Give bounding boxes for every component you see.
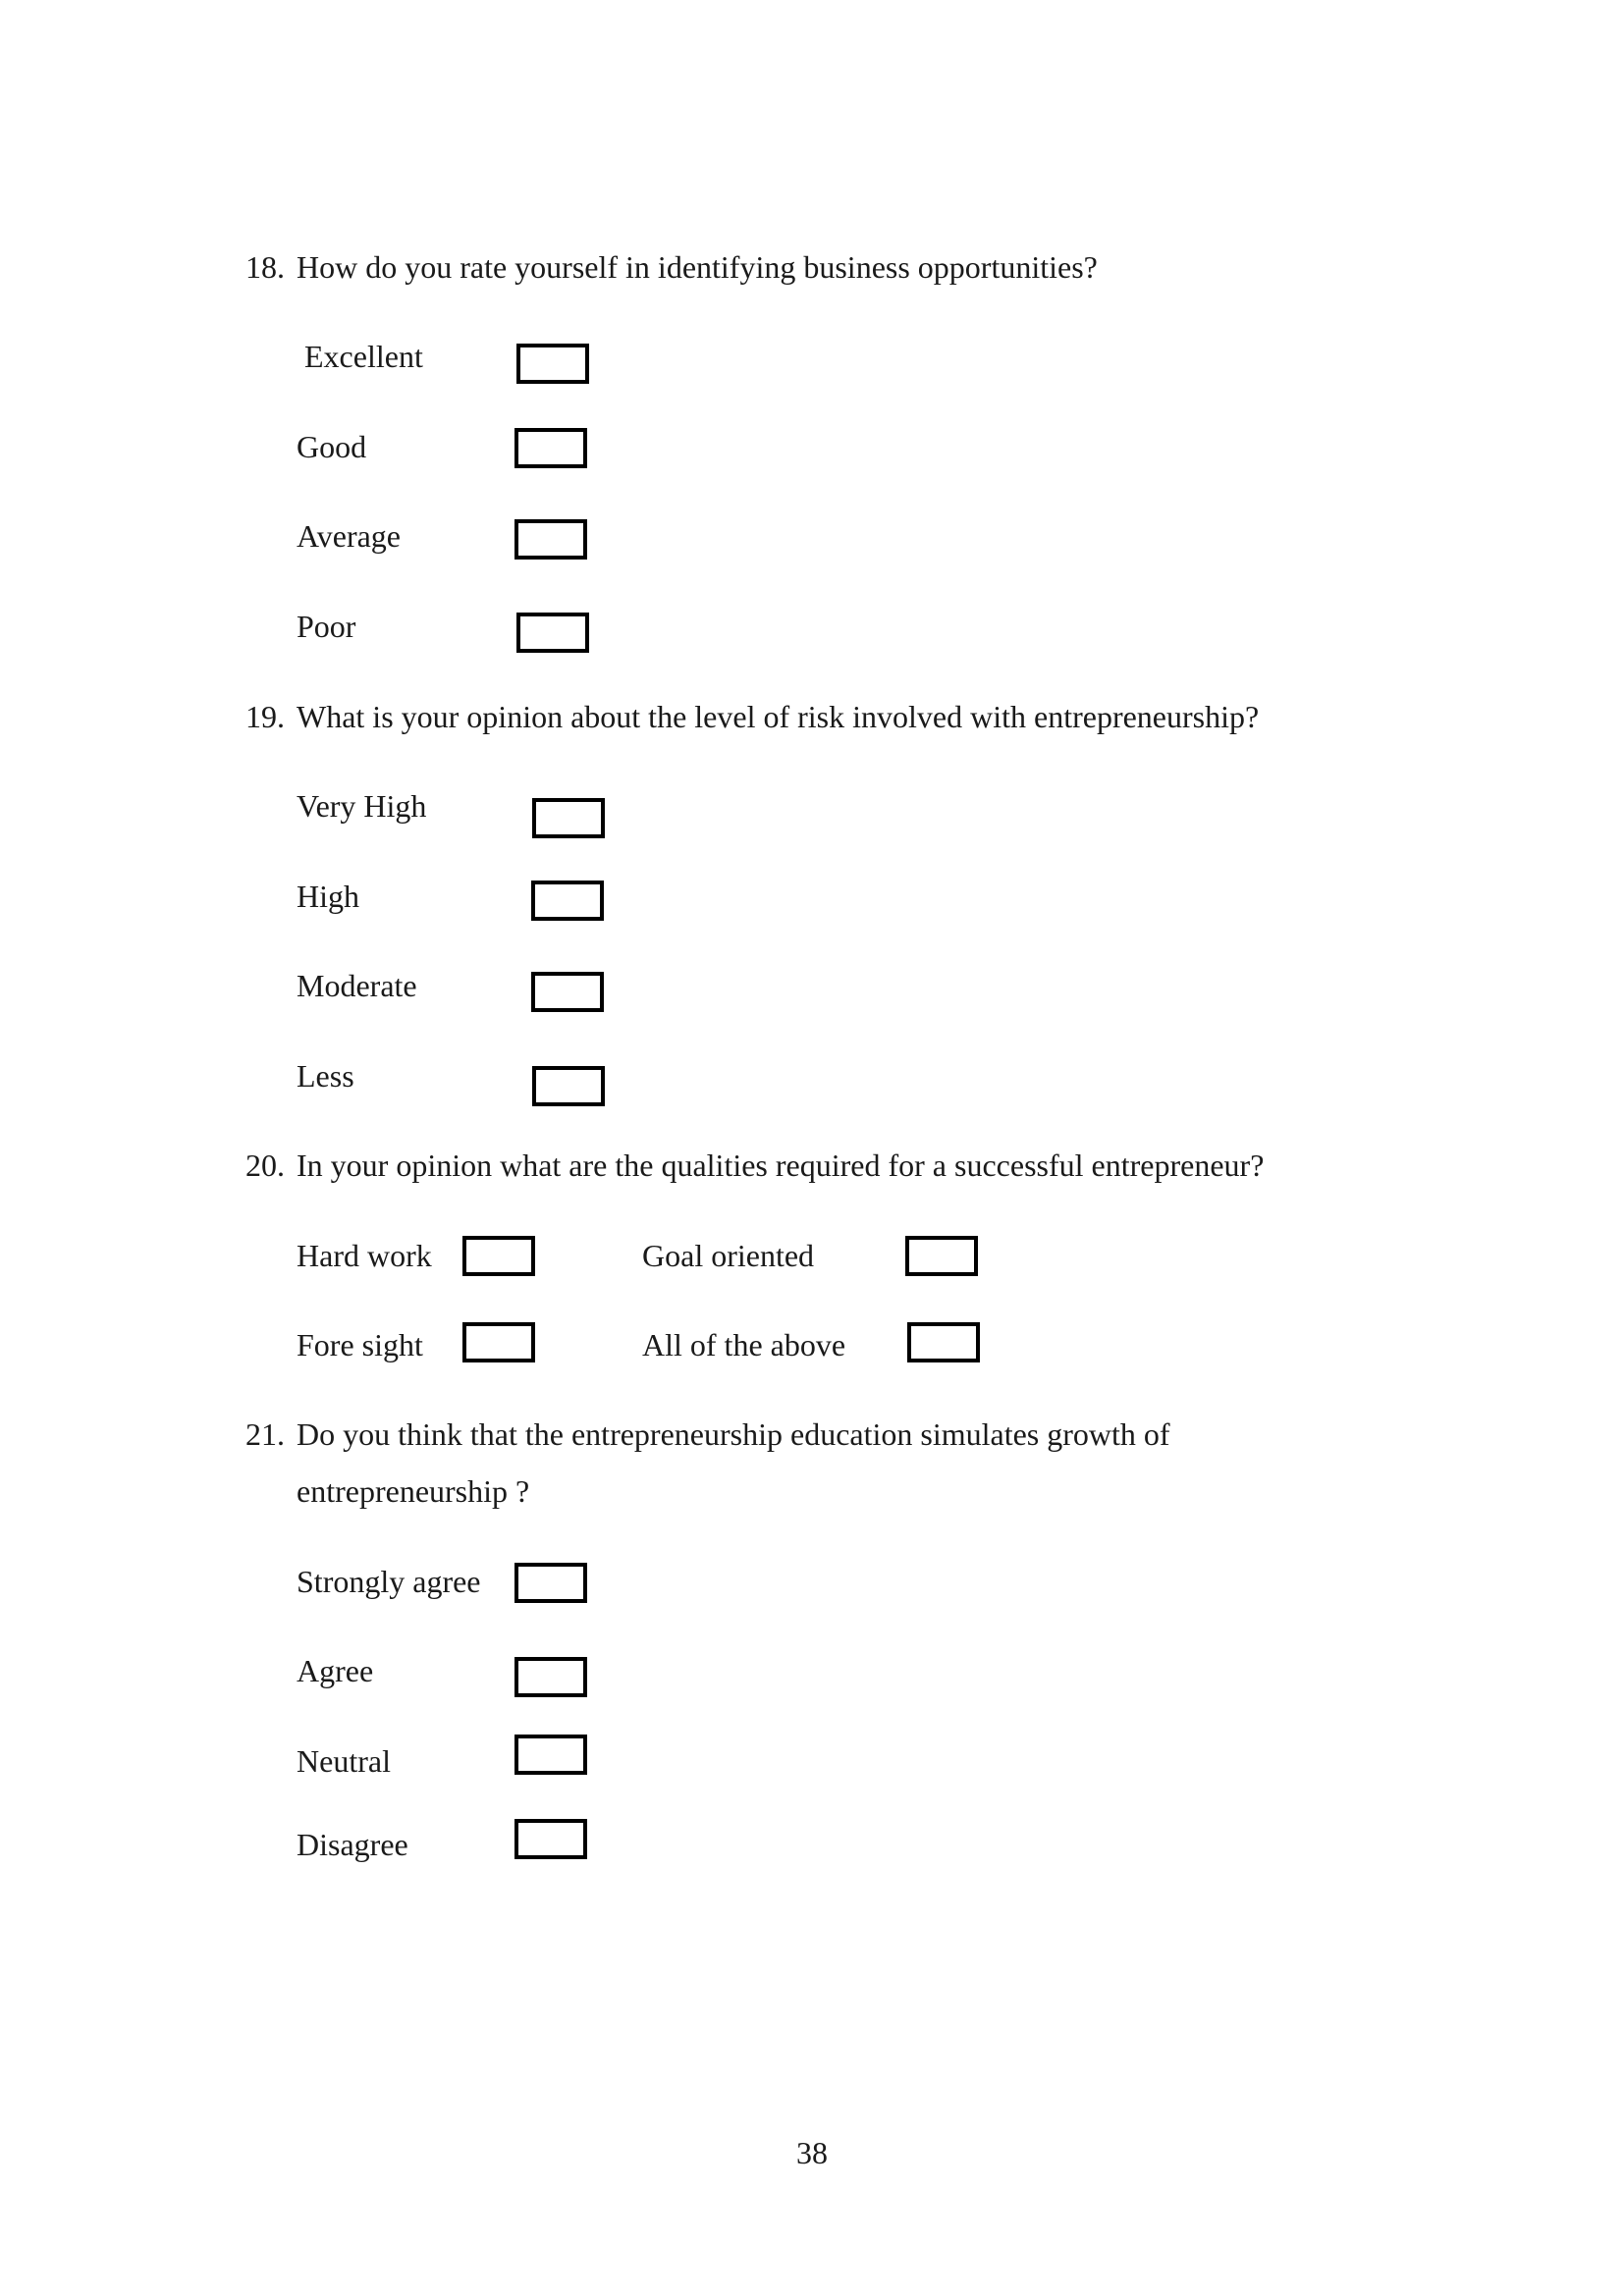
option-excellent-checkbox[interactable] bbox=[516, 344, 589, 384]
question-18-number: 18. bbox=[245, 249, 285, 285]
option-poor-label: Poor bbox=[297, 609, 356, 644]
question-21-text-line2: entrepreneurship ? bbox=[297, 1473, 530, 1509]
option-moderate-checkbox[interactable] bbox=[531, 972, 604, 1012]
option-all-of-the-above-checkbox[interactable] bbox=[907, 1322, 980, 1362]
option-very-high-label: Very High bbox=[297, 788, 427, 824]
question-20-text: In your opinion what are the qualities required for a successful entrepreneur? bbox=[297, 1148, 1265, 1183]
option-average-label: Average bbox=[297, 518, 401, 554]
question-21-number: 21. bbox=[245, 1416, 285, 1452]
option-very-high-checkbox[interactable] bbox=[532, 798, 605, 838]
option-hard-work-checkbox[interactable] bbox=[462, 1236, 535, 1276]
option-hard-work-label: Hard work bbox=[297, 1238, 432, 1273]
question-19-text: What is your opinion about the level of risk involved with entrepreneurship? bbox=[297, 699, 1260, 734]
option-neutral-label: Neutral bbox=[297, 1743, 391, 1779]
option-strongly-agree-checkbox[interactable] bbox=[514, 1563, 587, 1603]
option-fore-sight-checkbox[interactable] bbox=[462, 1322, 535, 1362]
option-agree-checkbox[interactable] bbox=[514, 1657, 587, 1697]
option-moderate-label: Moderate bbox=[297, 968, 417, 1003]
option-all-of-the-above-label: All of the above bbox=[642, 1327, 846, 1362]
option-good-checkbox[interactable] bbox=[514, 428, 587, 468]
option-average-checkbox[interactable] bbox=[514, 519, 587, 560]
option-agree-label: Agree bbox=[297, 1653, 374, 1688]
question-21-text-line1: Do you think that the entrepreneurship education simulates growth of bbox=[297, 1416, 1170, 1452]
question-20-number: 20. bbox=[245, 1148, 285, 1183]
question-18-text: How do you rate yourself in identifying business opportunities? bbox=[297, 249, 1098, 285]
option-good-label: Good bbox=[297, 429, 367, 464]
option-strongly-agree-label: Strongly agree bbox=[297, 1564, 481, 1599]
option-disagree-label: Disagree bbox=[297, 1827, 408, 1862]
option-poor-checkbox[interactable] bbox=[516, 613, 589, 653]
option-excellent-label: Excellent bbox=[304, 339, 423, 374]
option-goal-oriented-checkbox[interactable] bbox=[905, 1236, 978, 1276]
option-less-checkbox[interactable] bbox=[532, 1066, 605, 1106]
option-fore-sight-label: Fore sight bbox=[297, 1327, 423, 1362]
option-goal-oriented-label: Goal oriented bbox=[642, 1238, 815, 1273]
page-number: 38 bbox=[796, 2135, 828, 2170]
option-disagree-checkbox[interactable] bbox=[514, 1819, 587, 1859]
option-less-label: Less bbox=[297, 1058, 354, 1094]
option-high-label: High bbox=[297, 879, 359, 914]
option-high-checkbox[interactable] bbox=[531, 881, 604, 921]
option-neutral-checkbox[interactable] bbox=[514, 1735, 587, 1775]
question-19-number: 19. bbox=[245, 699, 285, 734]
